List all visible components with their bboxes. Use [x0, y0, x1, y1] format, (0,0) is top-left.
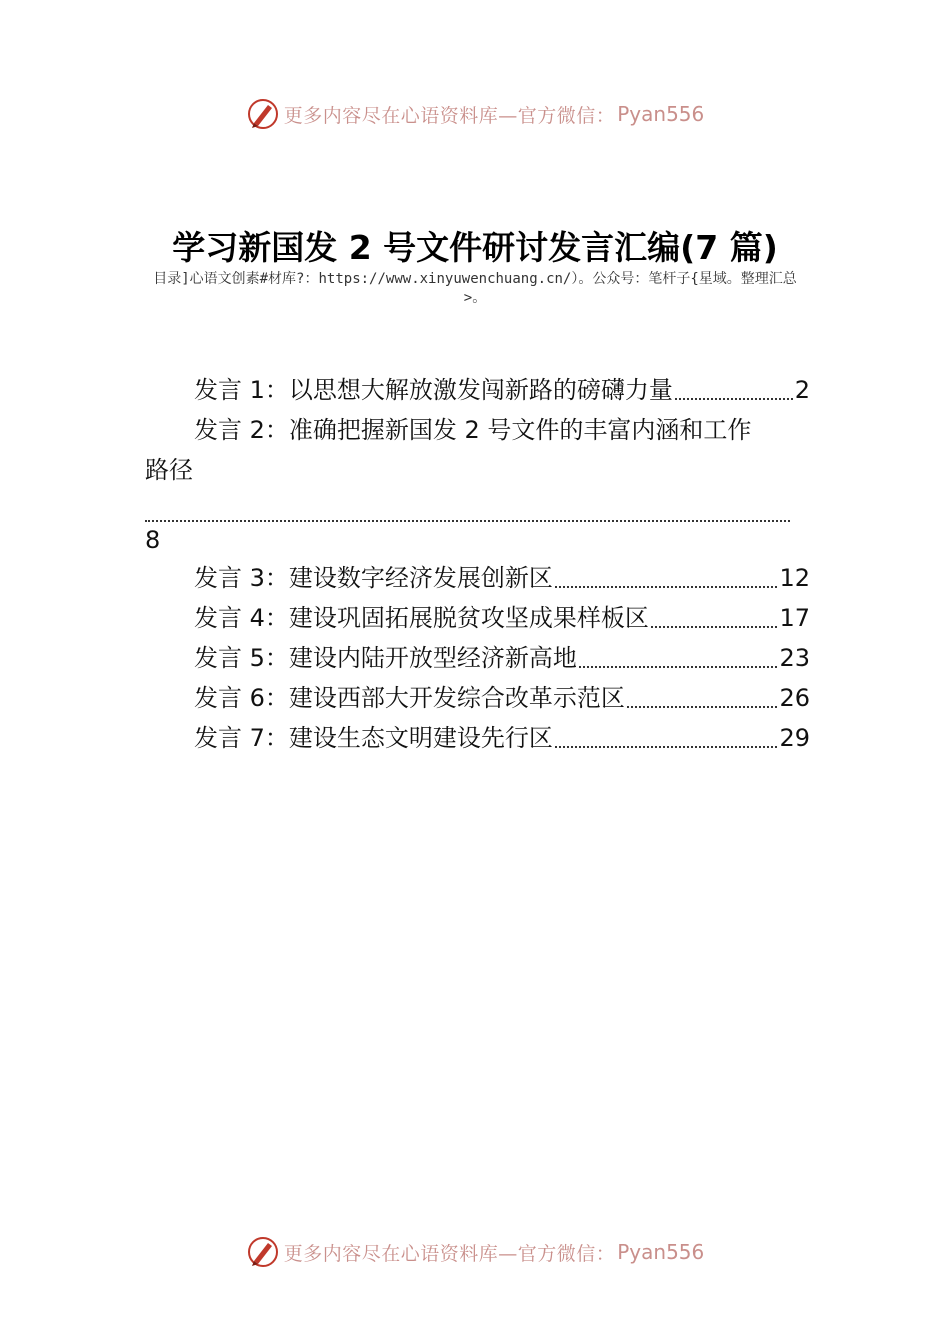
toc-entry-page: 29 — [779, 724, 810, 752]
banner-wechat-id: Pyan556 — [617, 102, 705, 126]
toc-leader — [651, 626, 778, 628]
header-banner — [0, 94, 950, 134]
pen-logo-icon — [246, 1235, 280, 1269]
footer-banner — [0, 1232, 950, 1272]
banner-wechat-id: Pyan556 — [617, 1240, 705, 1264]
toc-entry-label: 发言 3：建设数字经济发展创新区 — [194, 564, 553, 592]
toc-entry-label: 发言 5：建设内陆开放型经济新高地 — [194, 644, 577, 672]
toc-entry-page: 12 — [779, 564, 810, 592]
document-title: 学习新国发 2 号文件研讨发言汇编(7 篇) — [172, 228, 778, 267]
pen-logo-icon — [246, 97, 280, 131]
toc-leader — [579, 666, 778, 668]
toc-leader — [145, 490, 790, 522]
table-of-contents — [145, 370, 810, 758]
toc-entry-page: 17 — [779, 604, 810, 632]
toc-entry-label: 发言 6：建设西部大开发综合改革示范区 — [194, 684, 625, 712]
document-subtitle: 目录]心语文创素#材库?：https://www.xinyuwenchuang.cn/）。公众号：笔杆子{星域。整理汇总>。 — [153, 271, 797, 306]
toc-entry-label: 发言 1：以思想大解放激发闯新路的磅礴力量 — [194, 376, 673, 404]
toc-entry-label: 发言 7：建设生态文明建设先行区 — [194, 724, 553, 752]
toc-entry[interactable] — [145, 370, 810, 410]
toc-entry[interactable] — [145, 598, 810, 638]
toc-entry[interactable] — [145, 558, 810, 598]
toc-entry-page: 26 — [779, 684, 810, 712]
toc-entry-page: 23 — [779, 644, 810, 672]
toc-leader — [555, 586, 778, 588]
toc-entry[interactable] — [145, 718, 810, 758]
banner-text: 更多内容尽在心语资料库—官方微信： — [283, 104, 616, 127]
toc-leader — [627, 706, 778, 708]
toc-entry-label: 发言 2：准确把握新国发 2 号文件的丰富内涵和工作 — [194, 416, 752, 444]
toc-entry-page: 8 — [145, 526, 161, 554]
toc-entry-page: 2 — [794, 376, 810, 404]
toc-entry[interactable] — [145, 410, 810, 558]
toc-leader — [675, 398, 793, 400]
toc-leader — [555, 746, 778, 748]
toc-entry[interactable] — [145, 678, 810, 718]
toc-entry[interactable] — [145, 638, 810, 678]
toc-entry-label-continued: 路径 — [145, 456, 193, 484]
toc-entry-label: 发言 4：建设巩固拓展脱贫攻坚成果样板区 — [194, 604, 649, 632]
banner-text: 更多内容尽在心语资料库—官方微信： — [283, 1242, 616, 1265]
